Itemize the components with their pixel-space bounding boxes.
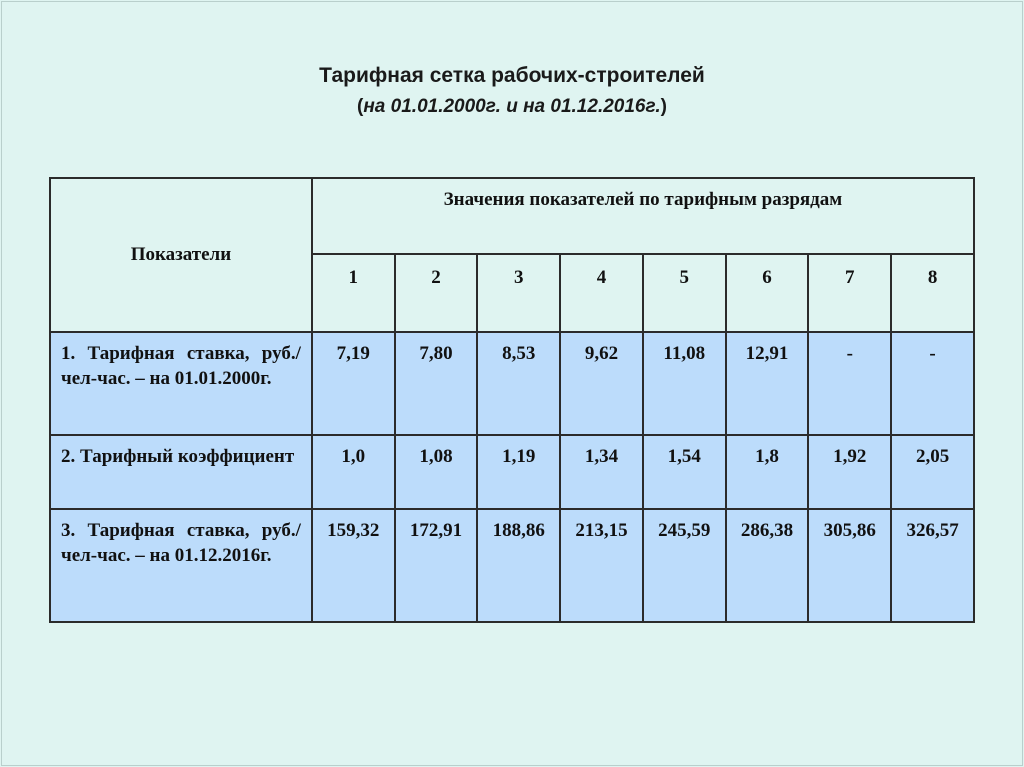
cell-value: 172,91 [409,520,463,541]
table-cell [560,435,643,509]
cell-value: - [846,343,853,364]
table-cell [312,435,395,509]
row-label: 2. Тарифный коэффициент [50,435,312,509]
grade-header: 4 [560,254,643,332]
cell-value: 286,38 [740,520,794,541]
grade-header: 5 [643,254,726,332]
grade-header: 6 [726,254,809,332]
table-cell [891,332,974,435]
table-cell [477,509,560,622]
table-row [50,509,974,622]
cell-value: 305,86 [823,520,876,541]
table-cell [312,509,395,622]
table-cell [891,435,974,509]
table-cell [560,332,643,435]
table-cell [312,332,395,435]
table-cell [395,332,478,435]
cell-value: 7,80 [419,343,453,364]
cell-value: 7,19 [336,343,370,364]
grade-header: 2 [395,254,478,332]
cell-value: 1,8 [755,446,779,467]
row-label: 3. Тарифная ставка, руб./чел-час. – на 01.12.2016г. [50,509,312,622]
table-cell [808,435,891,509]
cell-value: 1,08 [419,446,453,467]
grade-header: 1 [312,254,395,332]
title-subtitle [0,92,1024,122]
table-cell [808,332,891,435]
table-cell [726,332,809,435]
cell-value: 245,59 [658,520,711,541]
indicators-header: Показатели [50,178,312,332]
cell-value: 188,86 [492,520,545,541]
table-cell [477,332,560,435]
cell-value: - [929,343,936,364]
cell-value: 159,32 [327,520,380,541]
table-cell [477,435,560,509]
row-label: 1. Тарифная ставка, руб./чел-час. – на 01.01.2000г. [50,332,312,435]
table-cell [726,435,809,509]
table-cell [891,509,974,622]
grade-header: 8 [891,254,974,332]
tariff-table [49,177,975,623]
cell-value: 9,62 [584,343,619,364]
table-cell [643,332,726,435]
cell-value: 1,19 [502,446,536,467]
table-row [50,332,974,435]
slide-title [0,60,1024,122]
grade-header: 7 [808,254,891,332]
cell-value: 1,0 [341,446,366,467]
cell-value: 1,92 [833,446,867,467]
table-row [50,435,974,509]
grade-header: 3 [477,254,560,332]
table-cell [395,435,478,509]
table-cell [643,435,726,509]
table-cell [726,509,809,622]
table-cell [808,509,891,622]
table-cell [560,509,643,622]
cell-value: 1,54 [667,446,701,467]
title-main: Тарифная сетка рабочих-строителей [319,64,705,87]
cell-value: 1,34 [584,446,619,467]
cell-value: 213,15 [575,520,628,541]
table-header-row [50,178,974,254]
grades-group-header: Значения показателей по тарифным разрядам [312,178,974,254]
subtitle-text: на 01.01.2000г. и на 01.12.2016г. [363,96,661,117]
subtitle-open-paren: ( [357,96,364,117]
cell-value: 11,08 [663,343,706,364]
table-cell [395,509,478,622]
table-cell [643,509,726,622]
cell-value: 8,53 [502,343,536,364]
cell-value: 2,05 [915,446,950,467]
subtitle-close-paren: ) [660,96,667,117]
cell-value: 12,91 [745,343,789,364]
cell-value: 326,57 [906,520,959,541]
